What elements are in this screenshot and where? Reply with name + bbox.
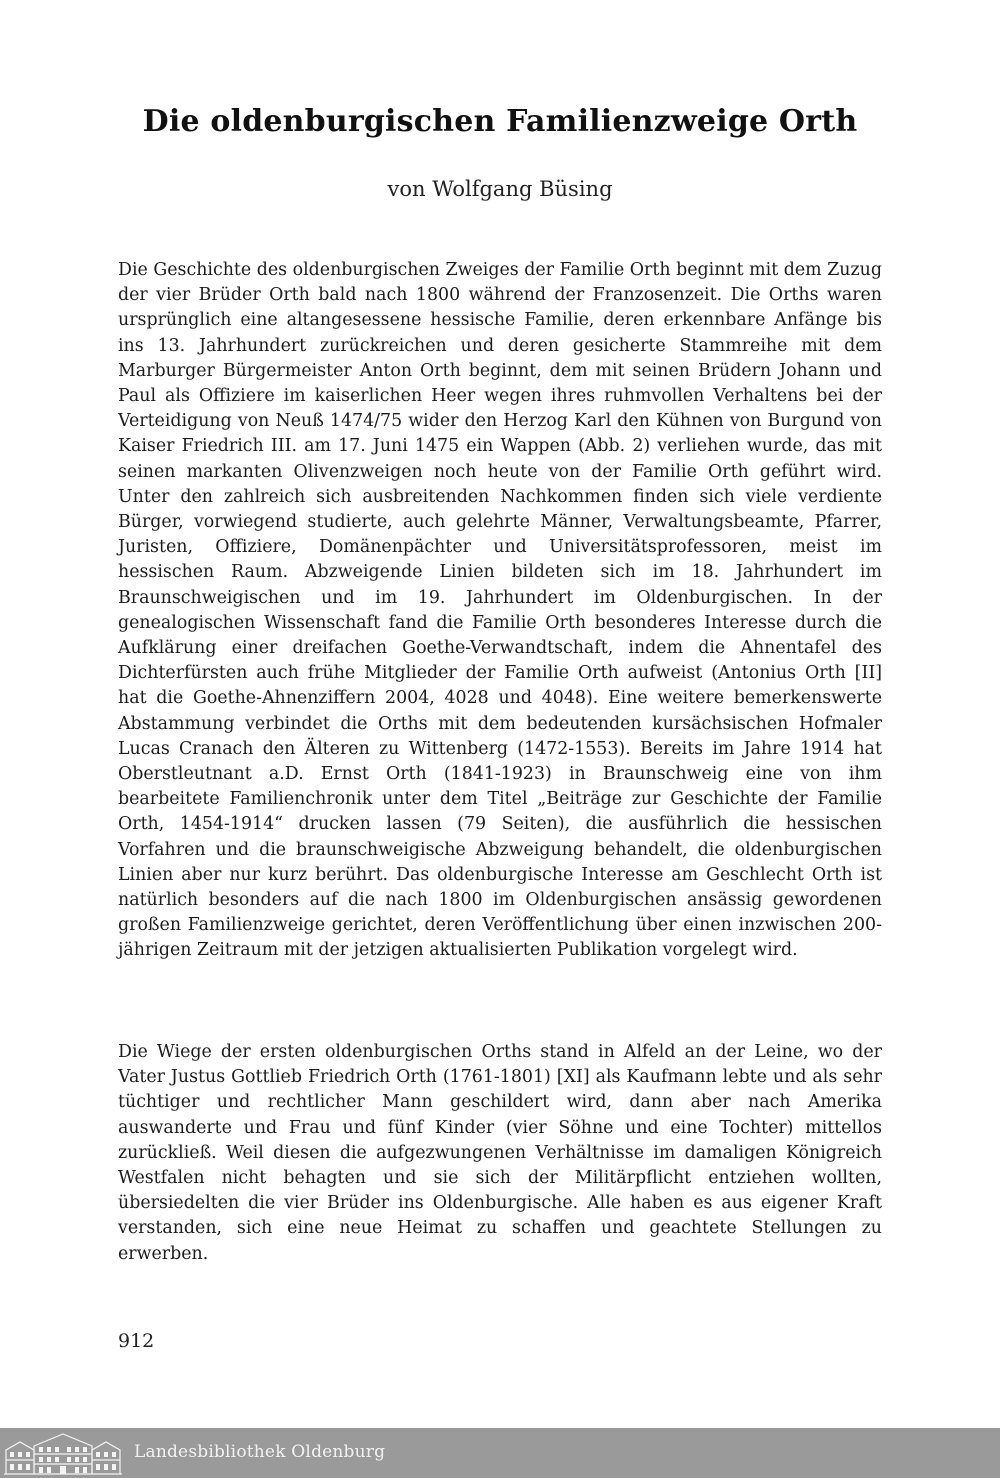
body-paragraph-2: Die Wiege der ersten oldenburgischen Orths stand in Alfeld an der Leine, wo der Vater Justus Gottlieb Friedrich Orth (1761-1801) [XI] als Kaufmann lebte und als sehr tüchtiger und rechtlicher Mann geschildert wird, dann aber nach Amerika auswanderte und Frau und fünf Kinder (vier Söhne und eine Tochter) mittellos zurückließ. Weil diesen die aufgezwungenen Verhältnisse im damaligen Königreich Westfalen nicht behagten und sie sich der Militärpflicht entziehen wollten, übersiedelten die vier Brüder ins Oldenburgische. Alle haben es aus eigener Kraft verstanden, sich eine neue Heimat zu schaffen und geachtete Stellungen zu erwerben. <box>118 1042 882 1264</box>
article-author: von Wolfgang Büsing <box>387 177 613 201</box>
article-title: Die oldenburgischen Familienzweige Orth <box>142 104 858 139</box>
footer-bar <box>0 1428 1000 1478</box>
library-name: Landesbibliothek Oldenburg <box>134 1442 386 1462</box>
library-building-icon <box>2 1430 124 1476</box>
body-paragraph-1: Die Geschichte des oldenburgischen Zweiges der Familie Orth beginnt mit dem Zuzug der vier Brüder Orth bald nach 1800 während der Franzosenzeit. Die Orths waren ursprünglich eine altangesessene hessische Familie, deren erkennbare Anfänge bis ins 13. Jahrhundert zurückreichen und deren gesicherte Stammreihe mit dem Marburger Bürgermeister Anton Orth beginnt, dem mit seinen Brüdern Johann und Paul als Offiziere im kaiserlichen Heer wegen ihres ruhmvollen Verhaltens bei der Verteidigung von Neuß 1474/75 wider den Herzog Karl den Kühnen von Burgund von Kaiser Friedrich III. am 17. Juni 1475 ein Wappen (Abb. 2) verliehen wurde, das mit seinen markanten Olivenzweigen noch heute von der Familie Orth geführt wird. Unter den zahlreich sich ausbreitenden Nachkommen finden sich viele verdiente Bürger, vorwiegend studierte, auch gelehrte Männer, Verwaltungsbeamte, Pfarrer, Juristen, Offiziere, Domänenpächter und Universitätsprofessoren, meist im hessischen Raum. Abzweigende Linien bildeten sich im 18. Jahrhundert im Braunschweigischen und im 19. Jahrhundert im Oldenburgischen. In der genealogischen Wissenschaft fand die Familie Orth besonderes Interesse durch die Aufklärung einer dreifachen Goethe-Verwandtschaft, indem die Ahnentafel des Dichterfürsten auch frühe Mitglieder der Familie Orth aufweist (Antonius Orth [II] hat die Goethe-Ahnenziffern 2004, 4028 und 4048). Eine weitere bemerkenswerte Abstammung verbindet die Orths mit dem bedeutenden kursächsischen Hofmaler Lucas Cranach den Älteren zu Wittenberg (1472-1553). Bereits im Jahre 1914 hat Oberstleutnant a.D. Ernst Orth (1841-1923) in Braunschweig eine von ihm bearbeitete Familienchronik unter dem Titel „Beiträge zur Geschichte der Familie Orth, 1454-1914“ drucken lassen (79 Seiten), die ausführlich die hessischen Vorfahren und die braunschweigische Abzweigung behandelt, die oldenburgischen Linien aber nur kurz berührt. Das oldenburgische Interesse am Geschlecht Orth ist natürlich besonders auf die nach 1800 im Oldenburgischen ansässig gewordenen großen Familienzweige gerichtet, deren Veröffentlichung über einen inzwischen 200-jährigen Zeitraum mit der jetzigen aktualisierten Publikation vorgelegt wird. <box>118 260 882 961</box>
page-number: 912 <box>118 1330 155 1352</box>
